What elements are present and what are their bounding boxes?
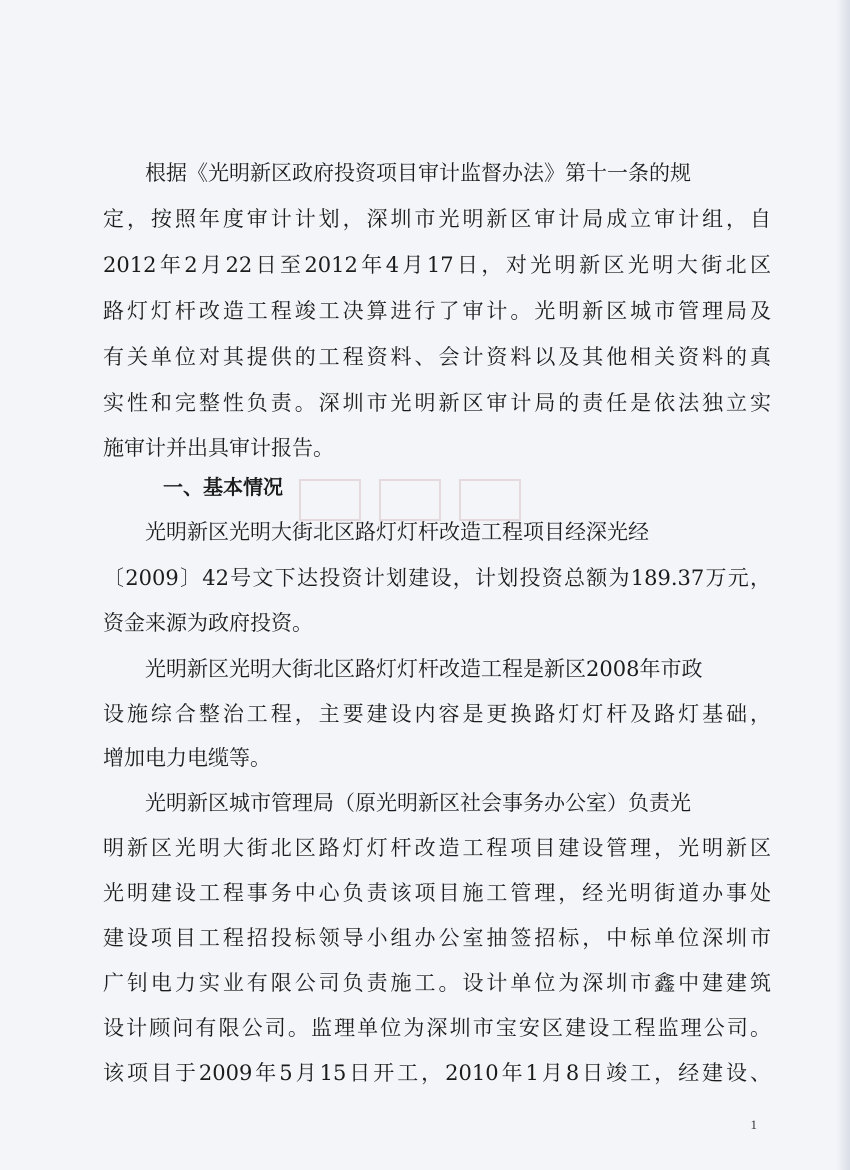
paragraph-line: 资金来源为政府投资。 — [103, 611, 313, 635]
paragraph-line: 光明新区光明大街北区路灯灯杆改造工程是新区2008年市政 — [145, 657, 703, 681]
paragraph-line: 该项目于2009年5月15日开工，2010年1月8日竣工，经建设、 — [103, 1061, 771, 1085]
paragraph-line: 根据《光明新区政府投资项目审计监督办法》第十一条的规 — [145, 161, 691, 185]
paragraph-line: 施审计并出具审计报告。 — [103, 436, 334, 460]
paragraph-line: 建设项目工程招投标领导小组办公室抽签招标，中标单位深圳市 — [103, 926, 771, 950]
paragraph-line: 广钊电力实业有限公司负责施工。设计单位为深圳市鑫中建建筑 — [103, 971, 771, 995]
section-heading: 一、基本情况 — [163, 475, 283, 499]
paragraph-line: 设计顾问有限公司。监理单位为深圳市宝安区建设工程监理公司。 — [103, 1016, 771, 1040]
paragraph-line: 〔2009〕42号文下达投资计划建设，计划投资总额为189.37万元， — [103, 566, 771, 590]
paragraph-line: 实性和完整性负责。深圳市光明新区审计局的责任是依法独立实 — [103, 391, 771, 415]
paragraph-line: 定，按照年度审计计划，深圳市光明新区审计局成立审计组，自 — [103, 207, 771, 231]
paragraph-line: 2012年2月22日至2012年4月17日，对光明新区光明大街北区 — [103, 253, 771, 277]
paragraph-line: 有关单位对其提供的工程资料、会计资料以及其他相关资料的真 — [103, 345, 771, 369]
page-number: 1 — [750, 1117, 757, 1132]
paragraph-line: 增加电力电缆等。 — [103, 746, 271, 770]
paragraph-line: 设施综合整治工程，主要建设内容是更换路灯灯杆及路灯基础， — [103, 702, 771, 726]
paragraph-line: 光明新区城市管理局（原光明新区社会事务办公室）负责光 — [145, 791, 691, 815]
paragraph-line: 光明建设工程事务中心负责该项目施工管理，经光明街道办事处 — [103, 881, 771, 905]
paragraph-line: 光明新区光明大街北区路灯灯杆改造工程项目经深光经 — [145, 520, 649, 544]
paragraph-line: 路灯灯杆改造工程竣工决算进行了审计。光明新区城市管理局及 — [103, 299, 771, 323]
paragraph-line: 明新区光明大街北区路灯灯杆改造工程项目建设管理，光明新区 — [103, 836, 771, 860]
